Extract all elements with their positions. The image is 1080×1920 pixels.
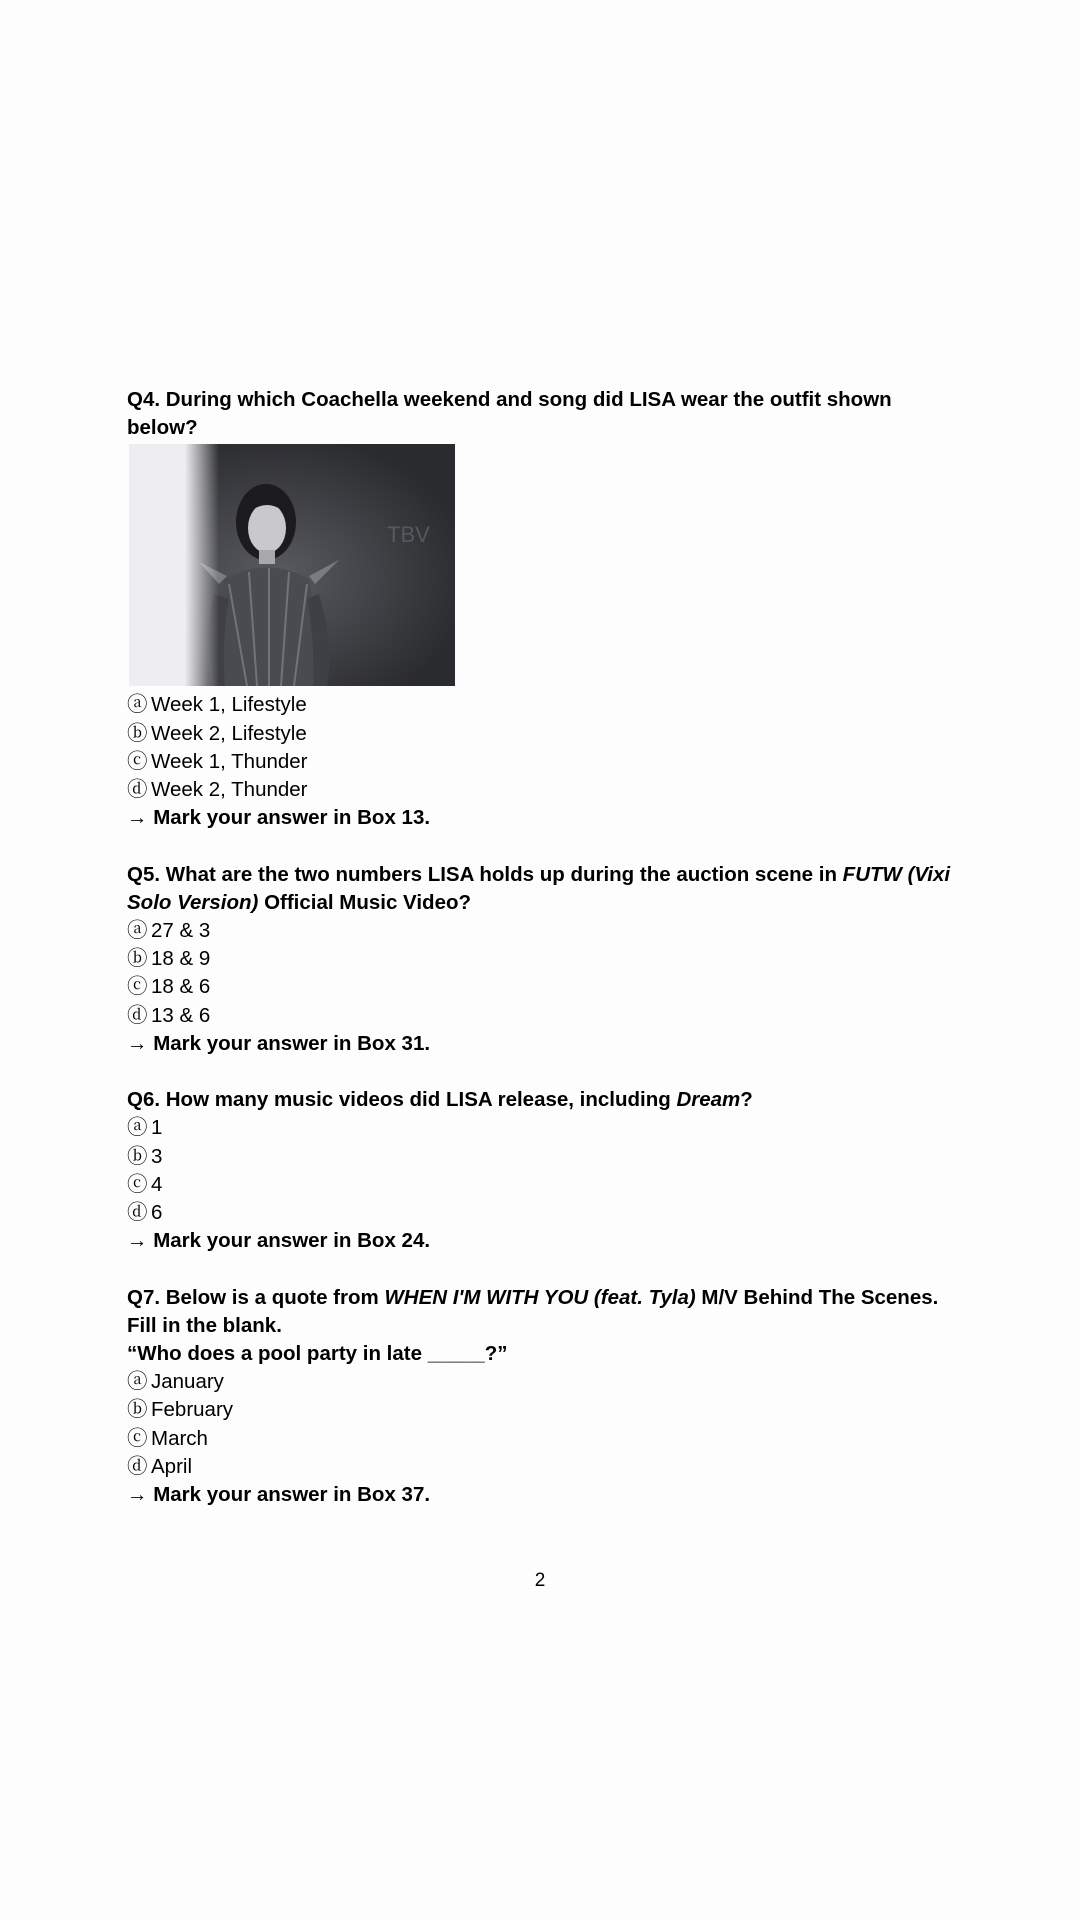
question-6 bbox=[127, 1086, 957, 1255]
option-c: ⓒ 4 bbox=[127, 1172, 163, 1196]
option-d: ⓓ 13 & 6 bbox=[127, 1003, 211, 1027]
page-number: 2 bbox=[534, 1570, 546, 1591]
option-a: ⓐ Week 1, Lifestyle bbox=[127, 693, 307, 717]
question-4 bbox=[127, 386, 957, 832]
question-7-title: Q7. Below is a quote from WHEN I'M WITH YOU (feat. Tyla) M/V Behind The Scenes. Fill in the blank. bbox=[127, 1285, 939, 1337]
option-a: ⓐ 1 bbox=[127, 1116, 163, 1140]
answer-instruction: → Mark your answer in Box 13. bbox=[127, 806, 431, 830]
option-b: ⓑ 3 bbox=[127, 1144, 163, 1168]
option-c: ⓒ 18 & 6 bbox=[127, 975, 211, 999]
answer-instruction: → Mark your answer in Box 37. bbox=[127, 1483, 431, 1507]
question-7 bbox=[127, 1284, 957, 1510]
question-6-title: Q6. How many music videos did LISA release, including Dream? bbox=[127, 1088, 753, 1112]
option-c: ⓒ March bbox=[127, 1426, 208, 1450]
quiz-page bbox=[127, 386, 957, 1509]
option-b: ⓑ 18 & 9 bbox=[127, 947, 211, 971]
question-5 bbox=[127, 861, 957, 1058]
option-d: ⓓ April bbox=[127, 1454, 193, 1478]
option-a: ⓐ January bbox=[127, 1370, 224, 1394]
question-5-title: Q5. What are the two numbers LISA holds up during the auction scene in FUTW (Vixi Solo Version) Official Music Video? bbox=[127, 862, 951, 914]
photo-edge-fade bbox=[129, 444, 219, 686]
answer-instruction: → Mark your answer in Box 24. bbox=[127, 1229, 431, 1253]
option-d: ⓓ Week 2, Thunder bbox=[127, 778, 308, 802]
option-d: ⓓ 6 bbox=[127, 1201, 163, 1225]
question-7-quote: “Who does a pool party in late _____?” bbox=[127, 1342, 508, 1366]
answer-instruction: → Mark your answer in Box 31. bbox=[127, 1031, 431, 1055]
question-4-title: Q4. During which Coachella weekend and song did LISA wear the outfit shown below? bbox=[127, 388, 892, 440]
option-b: ⓑ February bbox=[127, 1398, 234, 1422]
option-c: ⓒ Week 1, Thunder bbox=[127, 749, 308, 773]
outfit-photo bbox=[129, 444, 455, 686]
svg-text:TBV: TBV bbox=[387, 522, 430, 548]
option-b: ⓑ Week 2, Lifestyle bbox=[127, 721, 307, 745]
option-a: ⓐ 27 & 3 bbox=[127, 919, 211, 943]
